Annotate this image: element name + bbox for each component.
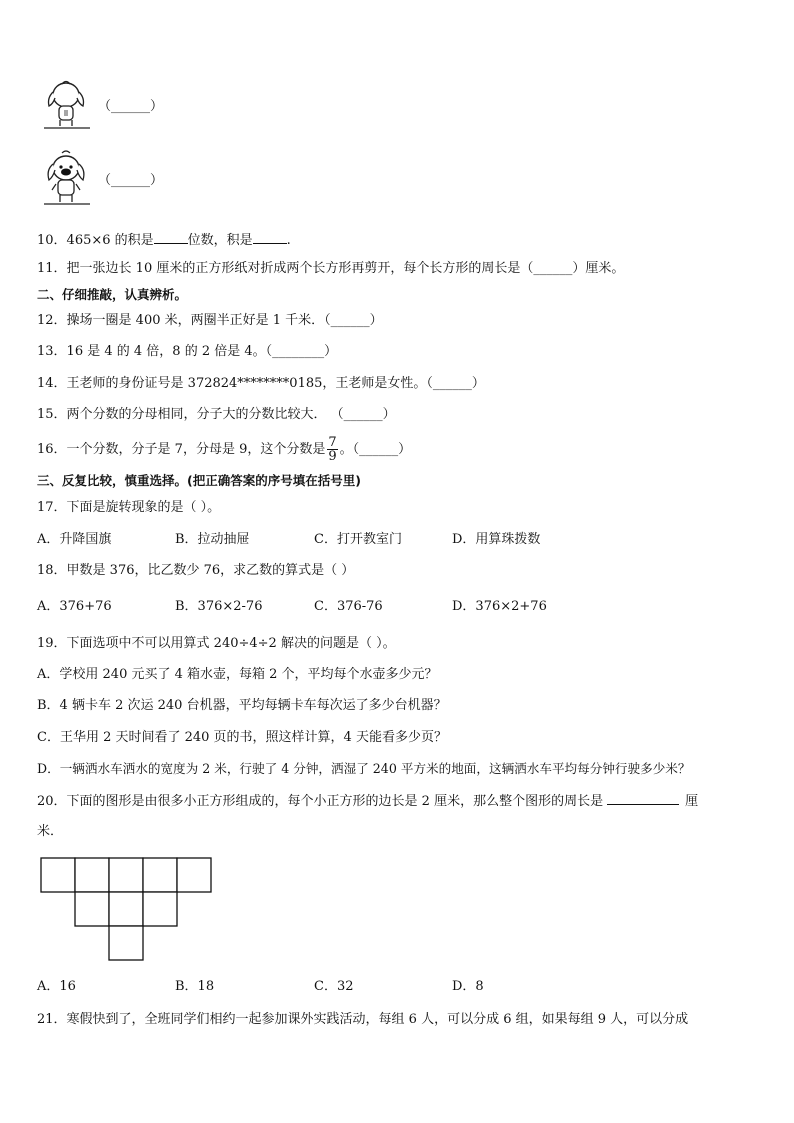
question-13: 13．16 是 4 的 4 倍，8 的 2 倍是 4。（________） [37, 344, 338, 359]
q18-option-b[interactable]: B．376×2-76 [175, 599, 263, 614]
q18-option-a[interactable]: A．376+76 [37, 599, 112, 614]
q19-option-c[interactable]: C．王华用 2 天时间看了 240 页的书，照这样计算，4 天能看多少页？ [37, 730, 447, 745]
q10-blank-1[interactable] [154, 230, 188, 244]
dog1-answer-blank[interactable]: （______） [98, 99, 164, 114]
question-19: 19．下面选项中不可以用算式 240÷4÷2 解决的问题是（ ）。 [37, 636, 396, 651]
q20-option-b[interactable]: B．18 [175, 979, 215, 994]
q20-option-c[interactable]: C．32 [314, 979, 354, 994]
section-2-heading: 二、仔细推敲，认真辨析。 [37, 287, 188, 302]
square-row2-col3 [109, 892, 143, 926]
q19-option-b[interactable]: B．4 辆卡车 2 次运 240 台机器，平均每辆卡车每次运了多少台机器？ [37, 698, 447, 713]
question-11: 11．把一张边长 10 厘米的正方形纸对折成两个长方形再剪开，每个长方形的周长是（______）厘米。 [37, 261, 625, 276]
square-row1-col5 [177, 858, 211, 892]
square-row1-col3 [109, 858, 143, 892]
q18-option-d[interactable]: D．376×2+76 [452, 599, 547, 614]
q16-text-pre: 16．一个分数，分子是 7，分母是 9，这个分数是 [37, 442, 326, 457]
squares-figure [40, 857, 216, 961]
q20-option-d[interactable]: D．8 [452, 979, 484, 994]
q20-text-line1-post: 厘 [685, 794, 699, 809]
q18-option-c[interactable]: C．376-76 [314, 599, 383, 614]
fraction-denominator: 9 [328, 449, 337, 464]
q20-option-a[interactable]: A．16 [37, 979, 76, 994]
q20-text-line2: 米． [37, 824, 64, 839]
q10-blank-2[interactable] [253, 230, 287, 244]
section-3-heading: 三、反复比较，慎重选择。(把正确答案的序号填在括号里) [37, 473, 361, 488]
question-14: 14．王老师的身份证号是 372824********0185，王老师是女性。（______） [37, 376, 485, 391]
q10-text-mid: 位数，积是 [187, 233, 253, 248]
q17-option-a[interactable]: A．升降国旗 [37, 532, 112, 547]
dog2-answer-blank[interactable]: （______） [98, 173, 164, 188]
square-row2-col4 [143, 892, 177, 926]
q10-text-post: . [286, 233, 291, 248]
q19-option-a[interactable]: A．学校用 240 元买了 4 箱水壶，每箱 2 个，平均每个水壶多少元？ [37, 667, 438, 682]
fraction-numerator: 7 [328, 435, 337, 450]
q17-option-c[interactable]: C．打开教室门 [314, 532, 402, 547]
q16-text-post: 。（______） [339, 442, 412, 457]
square-row1-col4 [143, 858, 177, 892]
question-18: 18．甲数是 376，比乙数少 76，求乙数的算式是（ ） [37, 563, 355, 578]
q10-text-pre: 10．465×6 的积是 [37, 233, 154, 248]
q20-text-line1: 20．下面的图形是由很多小正方形组成的，每个小正方形的边长是 2 厘米，那么整个图形的周长是 [37, 794, 604, 809]
question-10 [37, 230, 291, 250]
square-row2-col2 [75, 892, 109, 926]
question-17: 17．下面是旋转现象的是（ ）。 [37, 500, 221, 515]
fraction-7-9 [327, 436, 337, 463]
question-16 [37, 434, 411, 466]
q17-option-b[interactable]: B．拉动抽屉 [175, 532, 250, 547]
q19-option-d[interactable]: D．一辆洒水车洒水的宽度为 2 米，行驶了 4 分钟，洒湿了 240 平方米的地面，这辆洒水车平均每分钟行驶多少米？ [37, 761, 691, 776]
square-row1-col2 [75, 858, 109, 892]
puppy-front-view-icon [40, 150, 92, 208]
q20-blank[interactable] [607, 791, 679, 805]
q17-option-d[interactable]: D．用算珠拨数 [452, 532, 541, 547]
question-21: 21．寒假快到了，全班同学们相约一起参加课外实践活动，每组 6 人，可以分成 6 组，如果每组 9 人，可以分成 [37, 1012, 689, 1027]
question-15: 15．两个分数的分母相同，分子大的分数比较大． （______） [37, 407, 396, 422]
square-row3-col3 [109, 926, 143, 960]
question-20 [37, 791, 698, 811]
question-12: 12．操场一圈是 400 米，两圈半正好是 1 千米．（______） [37, 313, 383, 328]
puppy-back-view-icon [40, 78, 92, 132]
square-row1-col1 [41, 858, 75, 892]
